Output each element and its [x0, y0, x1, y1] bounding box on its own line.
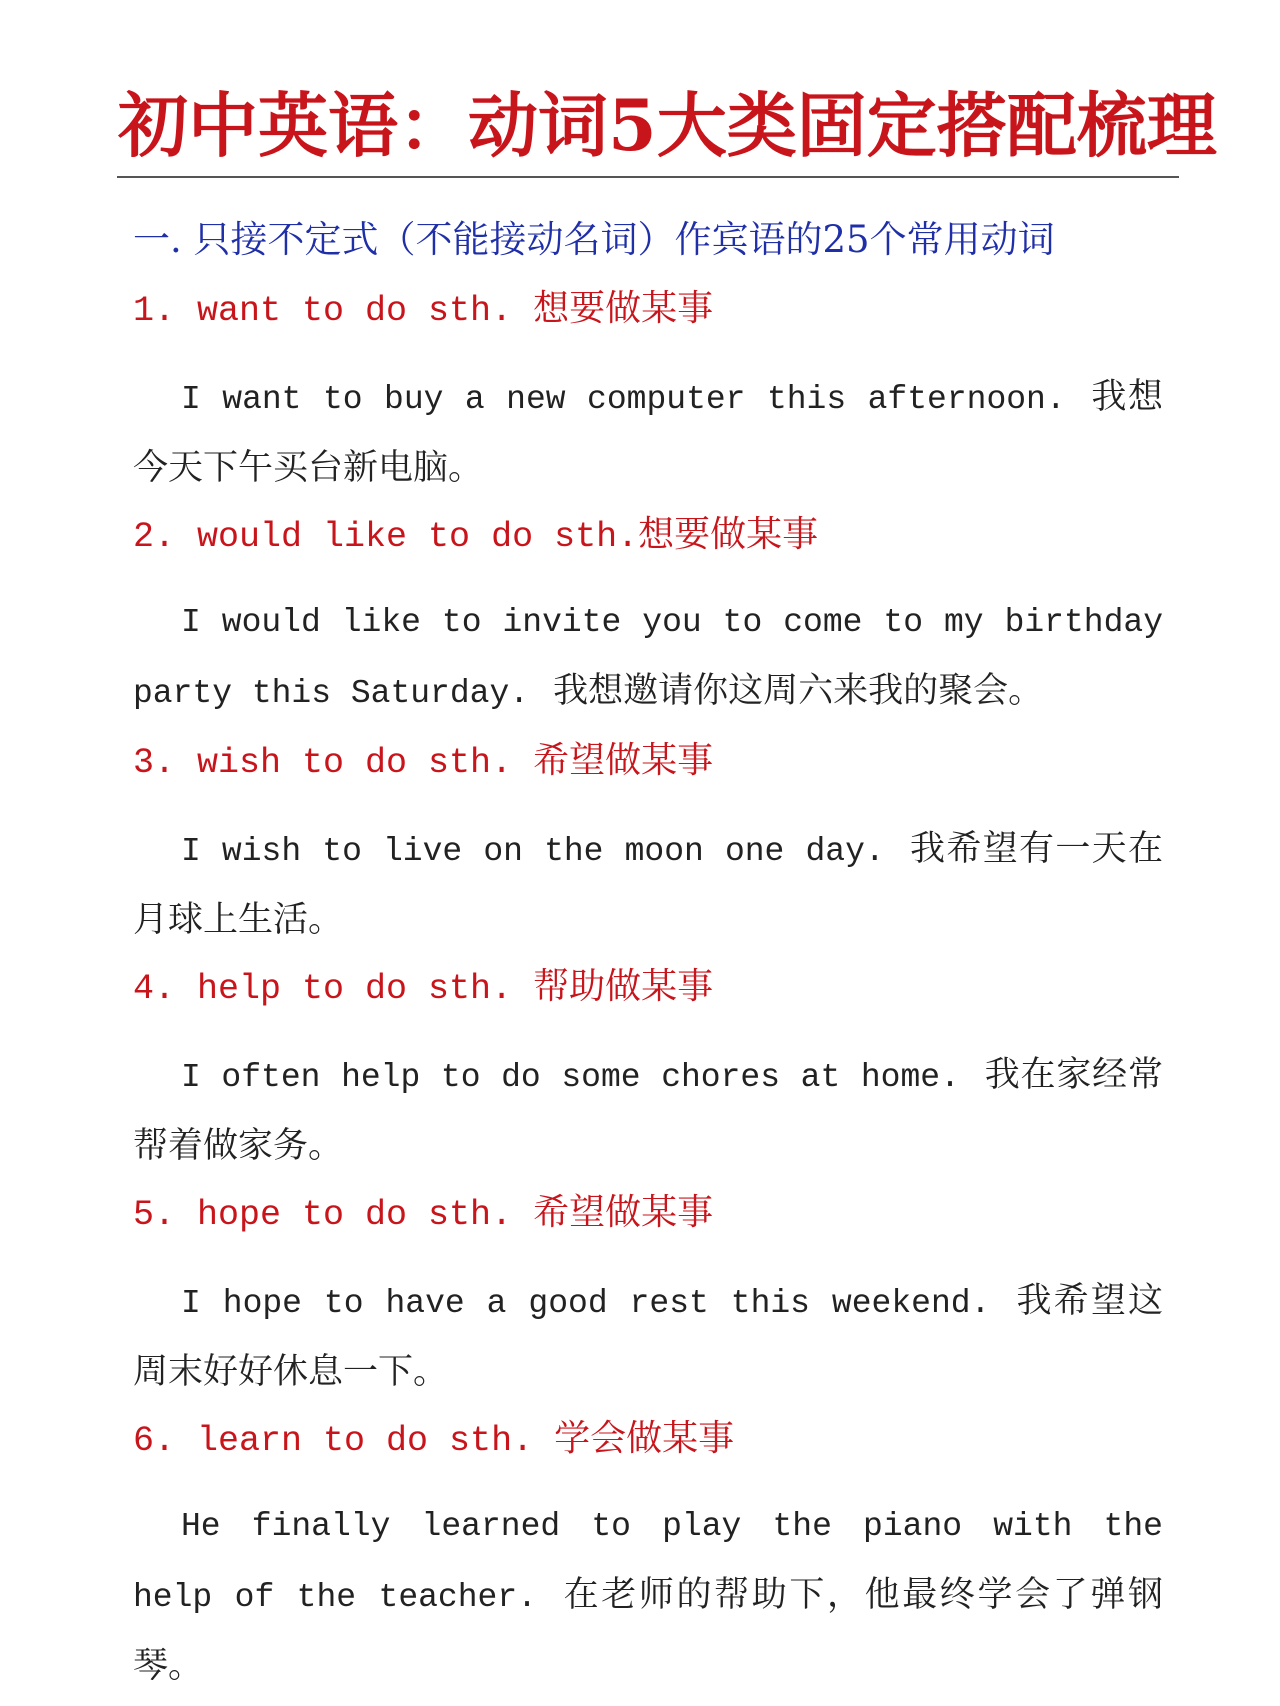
item-number: 1.	[133, 291, 176, 331]
list-item	[133, 1189, 1163, 1409]
item-phrase: want to do sth.	[197, 291, 513, 331]
example-chinese: 我想邀请你这周六来我的聚会。	[553, 671, 1044, 711]
item-meaning: 希望做某事	[533, 740, 714, 781]
item-meaning: 帮助做某事	[533, 966, 714, 1007]
item-heading	[133, 1415, 1163, 1465]
item-meaning: 想要做某事	[638, 514, 819, 555]
item-heading	[133, 737, 1163, 787]
item-example	[133, 815, 1163, 957]
item-example	[133, 363, 1163, 505]
list-item	[133, 285, 1163, 505]
list-item	[133, 1415, 1163, 1703]
example-chinese: 我希望有一天在月球上生活。	[133, 829, 1163, 940]
section-heading: 一. 只接不定式（不能接动名词）作宾语的25个常用动词	[133, 218, 1055, 261]
title-divider	[117, 176, 1179, 178]
item-meaning: 学会做某事	[554, 1418, 735, 1459]
list-item	[133, 963, 1163, 1183]
item-example	[133, 1267, 1163, 1409]
item-example	[133, 1493, 1163, 1703]
example-chinese: 我希望这周末好好休息一下。	[133, 1281, 1163, 1392]
item-number: 5.	[133, 1195, 176, 1235]
item-heading	[133, 963, 1163, 1013]
item-phrase: help to do sth.	[197, 969, 513, 1009]
item-example	[133, 1041, 1163, 1183]
example-english: I wish to live on the moon one day.	[181, 833, 885, 870]
item-heading	[133, 511, 1163, 561]
item-phrase: learn to do sth.	[197, 1421, 534, 1461]
example-english: I hope to have a good rest this weekend.	[181, 1285, 991, 1322]
item-phrase: would like to do sth.	[197, 517, 639, 557]
item-number: 6.	[133, 1421, 176, 1461]
example-english: He finally learned to play the piano with the help of the teacher.	[133, 1508, 1163, 1616]
item-meaning: 希望做某事	[533, 1192, 714, 1233]
item-phrase: wish to do sth.	[197, 743, 513, 783]
item-heading	[133, 285, 1163, 335]
item-heading	[133, 1189, 1163, 1239]
item-number: 2.	[133, 517, 176, 557]
example-chinese: 在老师的帮助下，他最终学会了弹钢琴。	[133, 1575, 1163, 1686]
item-phrase: hope to do sth.	[197, 1195, 513, 1235]
example-english: I would like to invite you to come to my birthday party this Saturday.	[133, 604, 1163, 712]
page-title: 初中英语：动词5大类固定搭配梳理	[118, 84, 1217, 167]
example-chinese: 我在家经常帮着做家务。	[133, 1055, 1163, 1166]
item-number: 3.	[133, 743, 176, 783]
example-english: I often help to do some chores at home.	[181, 1059, 960, 1096]
list-item	[133, 737, 1163, 957]
item-number: 4.	[133, 969, 176, 1009]
item-example	[133, 589, 1163, 728]
example-chinese: 我想今天下午买台新电脑。	[133, 377, 1163, 488]
example-english: I want to buy a new computer this afternoon.	[181, 381, 1066, 418]
list-item	[133, 511, 1163, 728]
item-meaning: 想要做某事	[533, 288, 714, 329]
